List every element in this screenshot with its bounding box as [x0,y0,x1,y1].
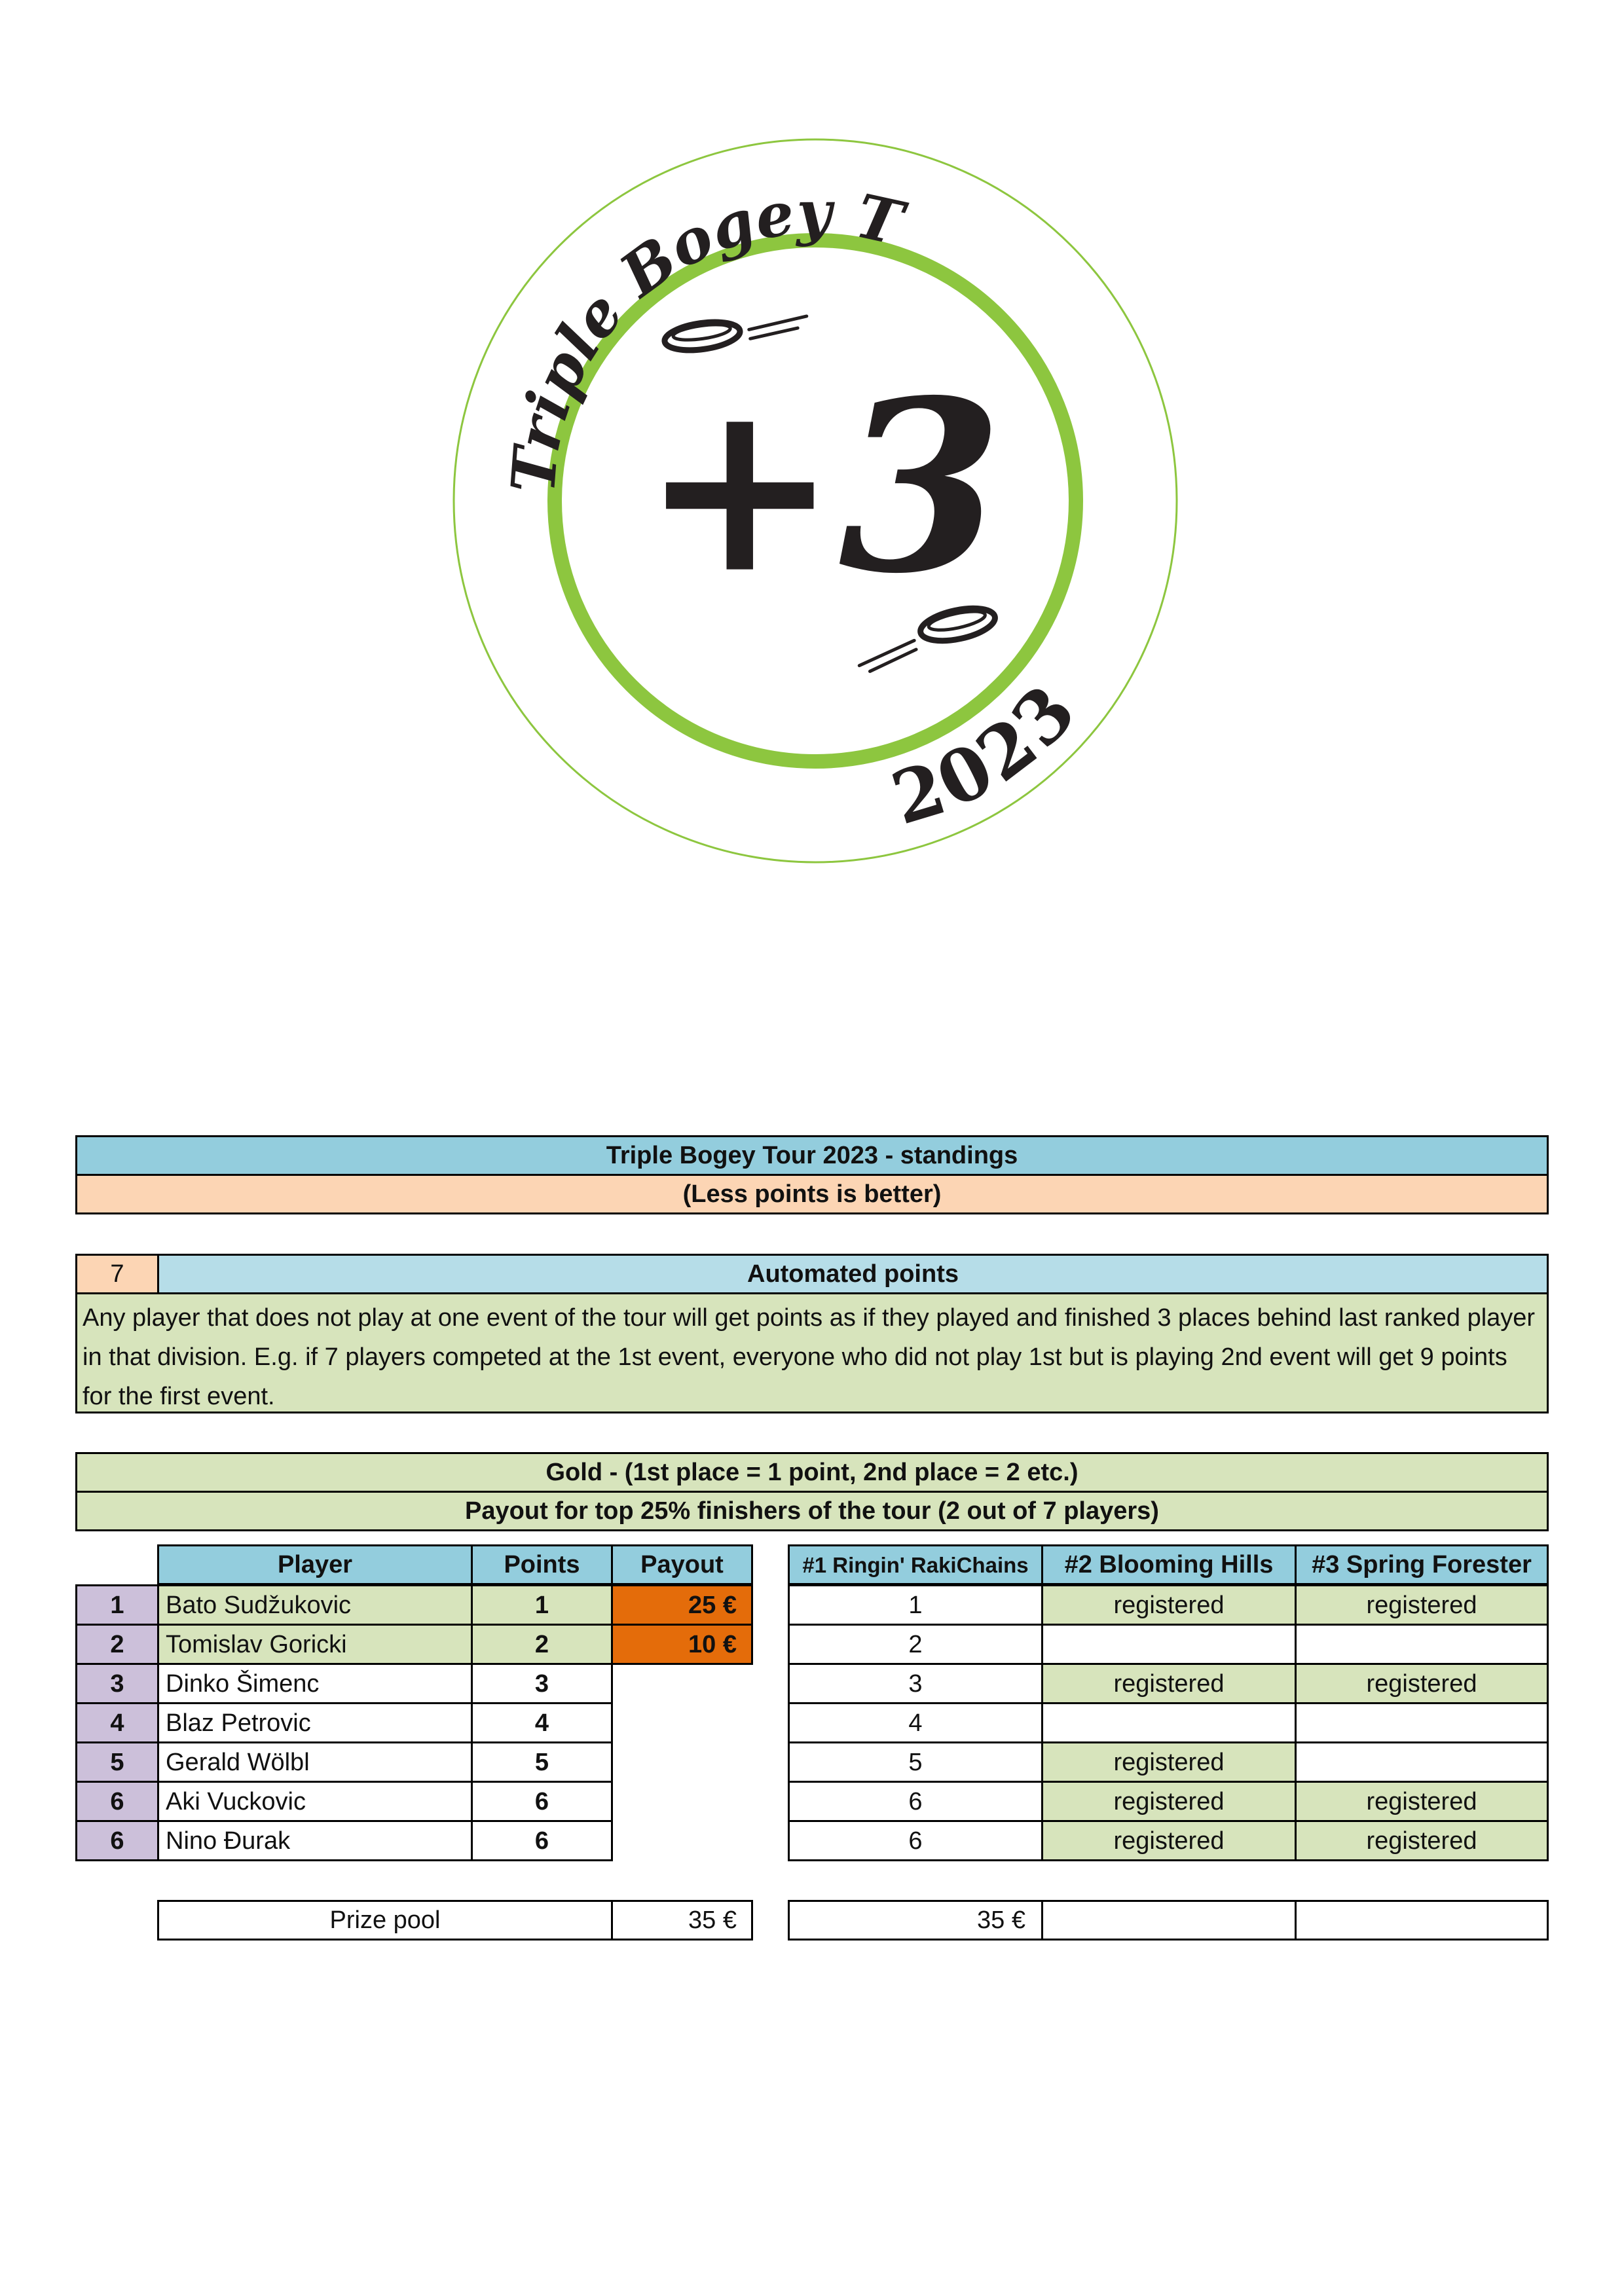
rank-cell: 4 [75,1702,159,1743]
event-3-status [1295,1702,1549,1743]
points-cell: 2 [471,1624,613,1665]
automated-points-title: Automated points [157,1254,1549,1294]
header-event-3: #3 Spring Forester [1295,1544,1549,1585]
division-title: Gold - (1st place = 1 point, 2nd place = 2 etc.) [75,1452,1549,1493]
event-2-status: registered [1041,1584,1297,1626]
payout-cell: 10 € [611,1624,753,1665]
rank-cell: 2 [75,1624,159,1665]
event-1-result: 6 [788,1781,1043,1822]
payout-cell: 25 € [611,1584,753,1626]
event-2-status [1041,1624,1297,1665]
automated-points-value: 7 [75,1254,159,1294]
event-1-result: 3 [788,1663,1043,1704]
points-cell: 5 [471,1741,613,1783]
points-cell: 6 [471,1781,613,1822]
player-name: Bato Sudžukovic [157,1584,473,1626]
event-3-status [1295,1624,1549,1665]
prize-pool-total: 35 € [611,1900,753,1941]
standings-subtitle: (Less points is better) [75,1174,1549,1214]
event-3-status: registered [1295,1781,1549,1822]
event-2-status: registered [1041,1781,1297,1822]
header-event-2: #2 Blooming Hills [1041,1544,1297,1585]
event-1-result: 4 [788,1702,1043,1743]
header-event-1: #1 Ringin' RakiChains [788,1544,1043,1585]
rank-cell: 3 [75,1663,159,1704]
logo-arc-text: Triple Bogey T [498,177,902,496]
player-name: Aki Vuckovic [157,1781,473,1822]
event-3-status: registered [1295,1663,1549,1704]
event-1-result: 1 [788,1584,1043,1626]
standings-title: Triple Bogey Tour 2023 - standings [75,1135,1549,1176]
player-name: Nino Ðurak [157,1820,473,1861]
header-points: Points [471,1544,613,1585]
event-1-result: 5 [788,1741,1043,1783]
event-2-status: registered [1041,1741,1297,1783]
rank-cell: 1 [75,1584,159,1626]
event-3-status: registered [1295,1584,1549,1626]
logo-year: 2023 [882,666,1095,841]
points-cell: 1 [471,1584,613,1626]
flying-disc-icon [663,308,809,354]
payout-note: Payout for top 25% finishers of the tour (2 out of 7 players) [75,1491,1549,1531]
player-name: Dinko Šimenc [157,1663,473,1704]
prize-pool-event-1: 35 € [788,1900,1043,1941]
event-2-status [1041,1702,1297,1743]
event-2-status: registered [1041,1663,1297,1704]
prize-pool-event-3 [1295,1900,1549,1941]
player-name: Gerald Wölbl [157,1741,473,1783]
event-1-result: 6 [788,1820,1043,1861]
points-cell: 6 [471,1820,613,1861]
header-payout: Payout [611,1544,753,1585]
header-player: Player [157,1544,473,1585]
player-name: Blaz Petrovic [157,1702,473,1743]
rank-cell: 6 [75,1781,159,1822]
rank-cell: 5 [75,1741,159,1783]
prize-pool-label: Prize pool [157,1900,613,1941]
player-name: Tomislav Goricki [157,1624,473,1665]
event-3-status [1295,1741,1549,1783]
event-3-status: registered [1295,1820,1549,1861]
tour-logo [445,131,1185,871]
rank-cell: 6 [75,1820,159,1861]
prize-pool-event-2 [1041,1900,1297,1941]
event-2-status: registered [1041,1820,1297,1861]
points-cell: 3 [471,1663,613,1704]
logo-center-text: +3 [640,348,1003,625]
event-1-result: 2 [788,1624,1043,1665]
points-cell: 4 [471,1702,613,1743]
automated-points-description: Any player that does not play at one event of the tour will get points as if they played and finished 3 places behind last ranked player in that division. E.g. if 7 players competed at the 1st event, everyone who did not play 1st but is playing 2nd event will get 9 points for the first event. [75,1292,1549,1413]
